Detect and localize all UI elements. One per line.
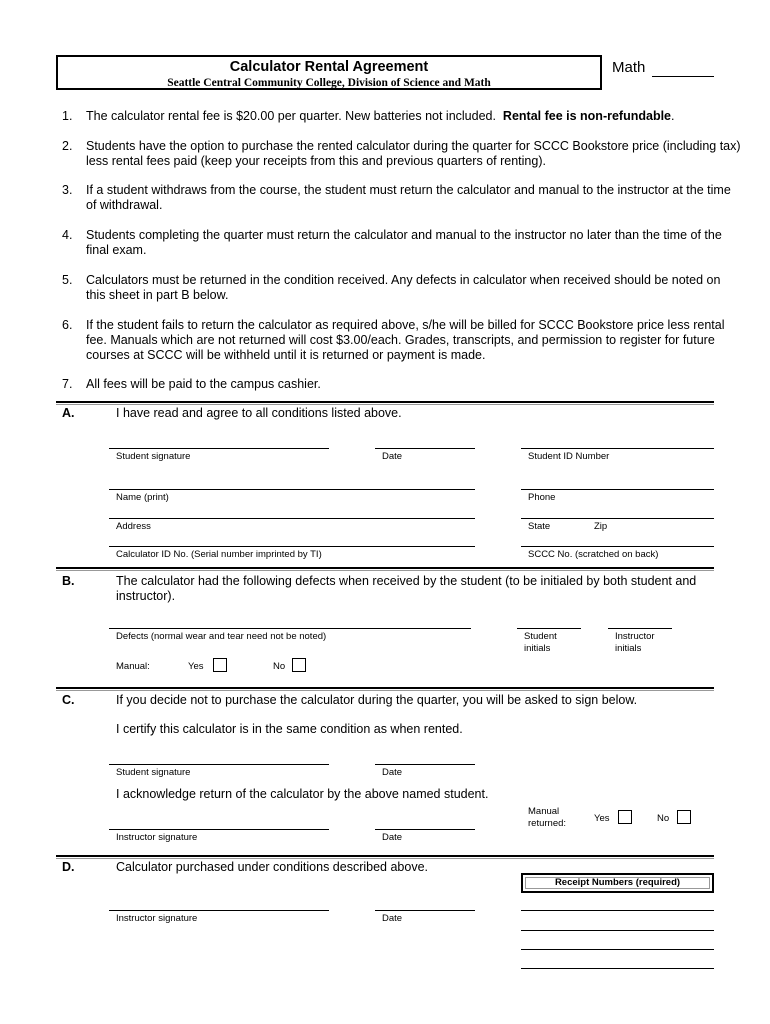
section-d-text: Calculator purchased under conditions described above.: [116, 860, 428, 874]
instructor-signature-field[interactable]: [109, 829, 329, 830]
returned-yes-checkbox[interactable]: [618, 810, 632, 824]
manual-no-label: No: [273, 661, 286, 672]
manual-label: Manual:: [116, 661, 150, 672]
student-signature-field[interactable]: [109, 764, 329, 765]
item-number: 6.: [62, 318, 73, 332]
instructor-initials-line2: initials: [615, 643, 642, 654]
instructor-signature-label: Instructor signature: [116, 913, 198, 924]
phone-label: Phone: [528, 492, 556, 503]
instructor-signature-label: Instructor signature: [116, 832, 198, 843]
returned-no-label: No: [657, 813, 670, 824]
manual-yes-checkbox[interactable]: [213, 658, 227, 672]
item-text: Calculators must be returned in the condition received. Any defects in calculator when received should be noted on this sheet in part B below.: [86, 273, 721, 302]
item-text: The calculator rental fee is $20.00 per quarter. New batteries not included.: [86, 109, 496, 123]
date-field[interactable]: [375, 829, 475, 830]
section-divider: [56, 401, 714, 403]
receipt-numbers-header: Receipt Numbers (required): [521, 873, 714, 893]
section-a-letter: A.: [62, 406, 75, 420]
zip-label: Zip: [594, 521, 608, 532]
item-number: 7.: [62, 377, 73, 391]
item-text: If a student withdraws from the course, the student must return the calculator and manual to the instructor at the time of withdrawal.: [86, 183, 731, 212]
date-field[interactable]: [375, 910, 475, 911]
address-field[interactable]: [109, 518, 475, 519]
student-signature-label: Student signature: [116, 767, 191, 778]
student-signature-label: Student signature: [116, 451, 191, 462]
instructor-signature-field[interactable]: [109, 910, 329, 911]
student-id-label: Student ID Number: [528, 451, 610, 462]
manual-yes-label: Yes: [188, 661, 204, 672]
certify-text: I certify this calculator is in the same condition as when rented.: [116, 722, 463, 736]
item-text: If the student fails to return the calculator as required above, s/he will be billed for SCCC Bookstore price less rental fee. Manuals which are not returned will cost $3.00/each. Grades, transcripts, and permission to register for future courses at SCCC will be withheld until it is returned or payment is made.: [86, 318, 725, 362]
receipt-number-field[interactable]: [521, 949, 714, 950]
form-title: Calculator Rental Agreement: [229, 59, 429, 75]
math-course-field[interactable]: [652, 76, 714, 77]
date-field[interactable]: [375, 448, 475, 449]
item-bold-text: Rental fee is non-refundable: [502, 109, 672, 123]
state-zip-field[interactable]: [521, 518, 714, 519]
returned-yes-label: Yes: [594, 813, 610, 824]
math-label: Math: [612, 59, 646, 76]
date-field[interactable]: [375, 764, 475, 765]
student-initials-label: [524, 631, 557, 655]
sccc-no-label: SCCC No. (scratched on back): [528, 549, 659, 560]
manual-returned-line2: returned:: [528, 818, 567, 829]
calculator-id-field[interactable]: [109, 546, 475, 547]
receipt-number-field[interactable]: [521, 968, 714, 969]
state-label: State: [528, 521, 551, 532]
address-label: Address: [116, 521, 151, 532]
receipt-number-field[interactable]: [521, 910, 714, 911]
date-label: Date: [382, 451, 403, 462]
date-label: Date: [382, 832, 403, 843]
sccc-no-field[interactable]: [521, 546, 714, 547]
manual-no-checkbox[interactable]: [292, 658, 306, 672]
returned-no-checkbox[interactable]: [677, 810, 691, 824]
form-subtitle: Seattle Central Community College, Division of Science and Math: [167, 77, 491, 89]
instructor-initials-label: [615, 631, 655, 655]
item-number: 2.: [62, 139, 73, 153]
section-a-text: I have read and agree to all conditions listed above.: [116, 406, 402, 420]
student-initials-line2: initials: [524, 643, 551, 654]
manual-returned-line1: Manual: [528, 806, 560, 817]
date-label: Date: [382, 767, 403, 778]
manual-returned-label: [528, 806, 566, 830]
instructor-initials-field[interactable]: [608, 628, 672, 629]
item-number: 3.: [62, 183, 73, 197]
student-signature-field[interactable]: [109, 448, 329, 449]
section-divider: [56, 855, 714, 857]
item-text: Students completing the quarter must return the calculator and manual to the instructor no later than the time of the final exam.: [86, 228, 722, 257]
section-b-text: The calculator had the following defects when received by the student (to be initialed by both student and instructor).: [116, 574, 697, 603]
item-text: Students have the option to purchase the rented calculator during the quarter for SCCC Bookstore price (including tax) less rental fees paid (keep your receipts from this and previous quarters of renting).: [86, 139, 741, 168]
phone-field[interactable]: [521, 489, 714, 490]
student-id-field[interactable]: [521, 448, 714, 449]
item-number: 1.: [62, 109, 73, 123]
instructor-initials-line1: Instructor: [615, 631, 655, 642]
section-d-letter: D.: [62, 860, 75, 874]
item-number: 4.: [62, 228, 73, 242]
name-print-label: Name (print): [116, 492, 169, 503]
item-number: 5.: [62, 273, 73, 287]
student-initials-line1: Student: [524, 631, 557, 642]
student-initials-field[interactable]: [517, 628, 581, 629]
section-b-letter: B.: [62, 574, 75, 588]
section-divider: [56, 687, 714, 689]
date-label: Date: [382, 913, 403, 924]
acknowledge-text: I acknowledge return of the calculator by the above named student.: [116, 787, 489, 801]
title-box: [56, 55, 602, 90]
calculator-id-label: Calculator ID No. (Serial number imprinted by TI): [116, 549, 322, 560]
name-print-field[interactable]: [109, 489, 475, 490]
receipt-number-field[interactable]: [521, 930, 714, 931]
defects-label: Defects (normal wear and tear need not be noted): [116, 631, 327, 642]
item-text: All fees will be paid to the campus cashier.: [86, 377, 321, 391]
section-divider: [56, 567, 714, 569]
section-c-letter: C.: [62, 693, 75, 707]
defects-field[interactable]: [109, 628, 471, 629]
section-c-text: If you decide not to purchase the calculator during the quarter, you will be asked to sign below.: [116, 693, 638, 707]
